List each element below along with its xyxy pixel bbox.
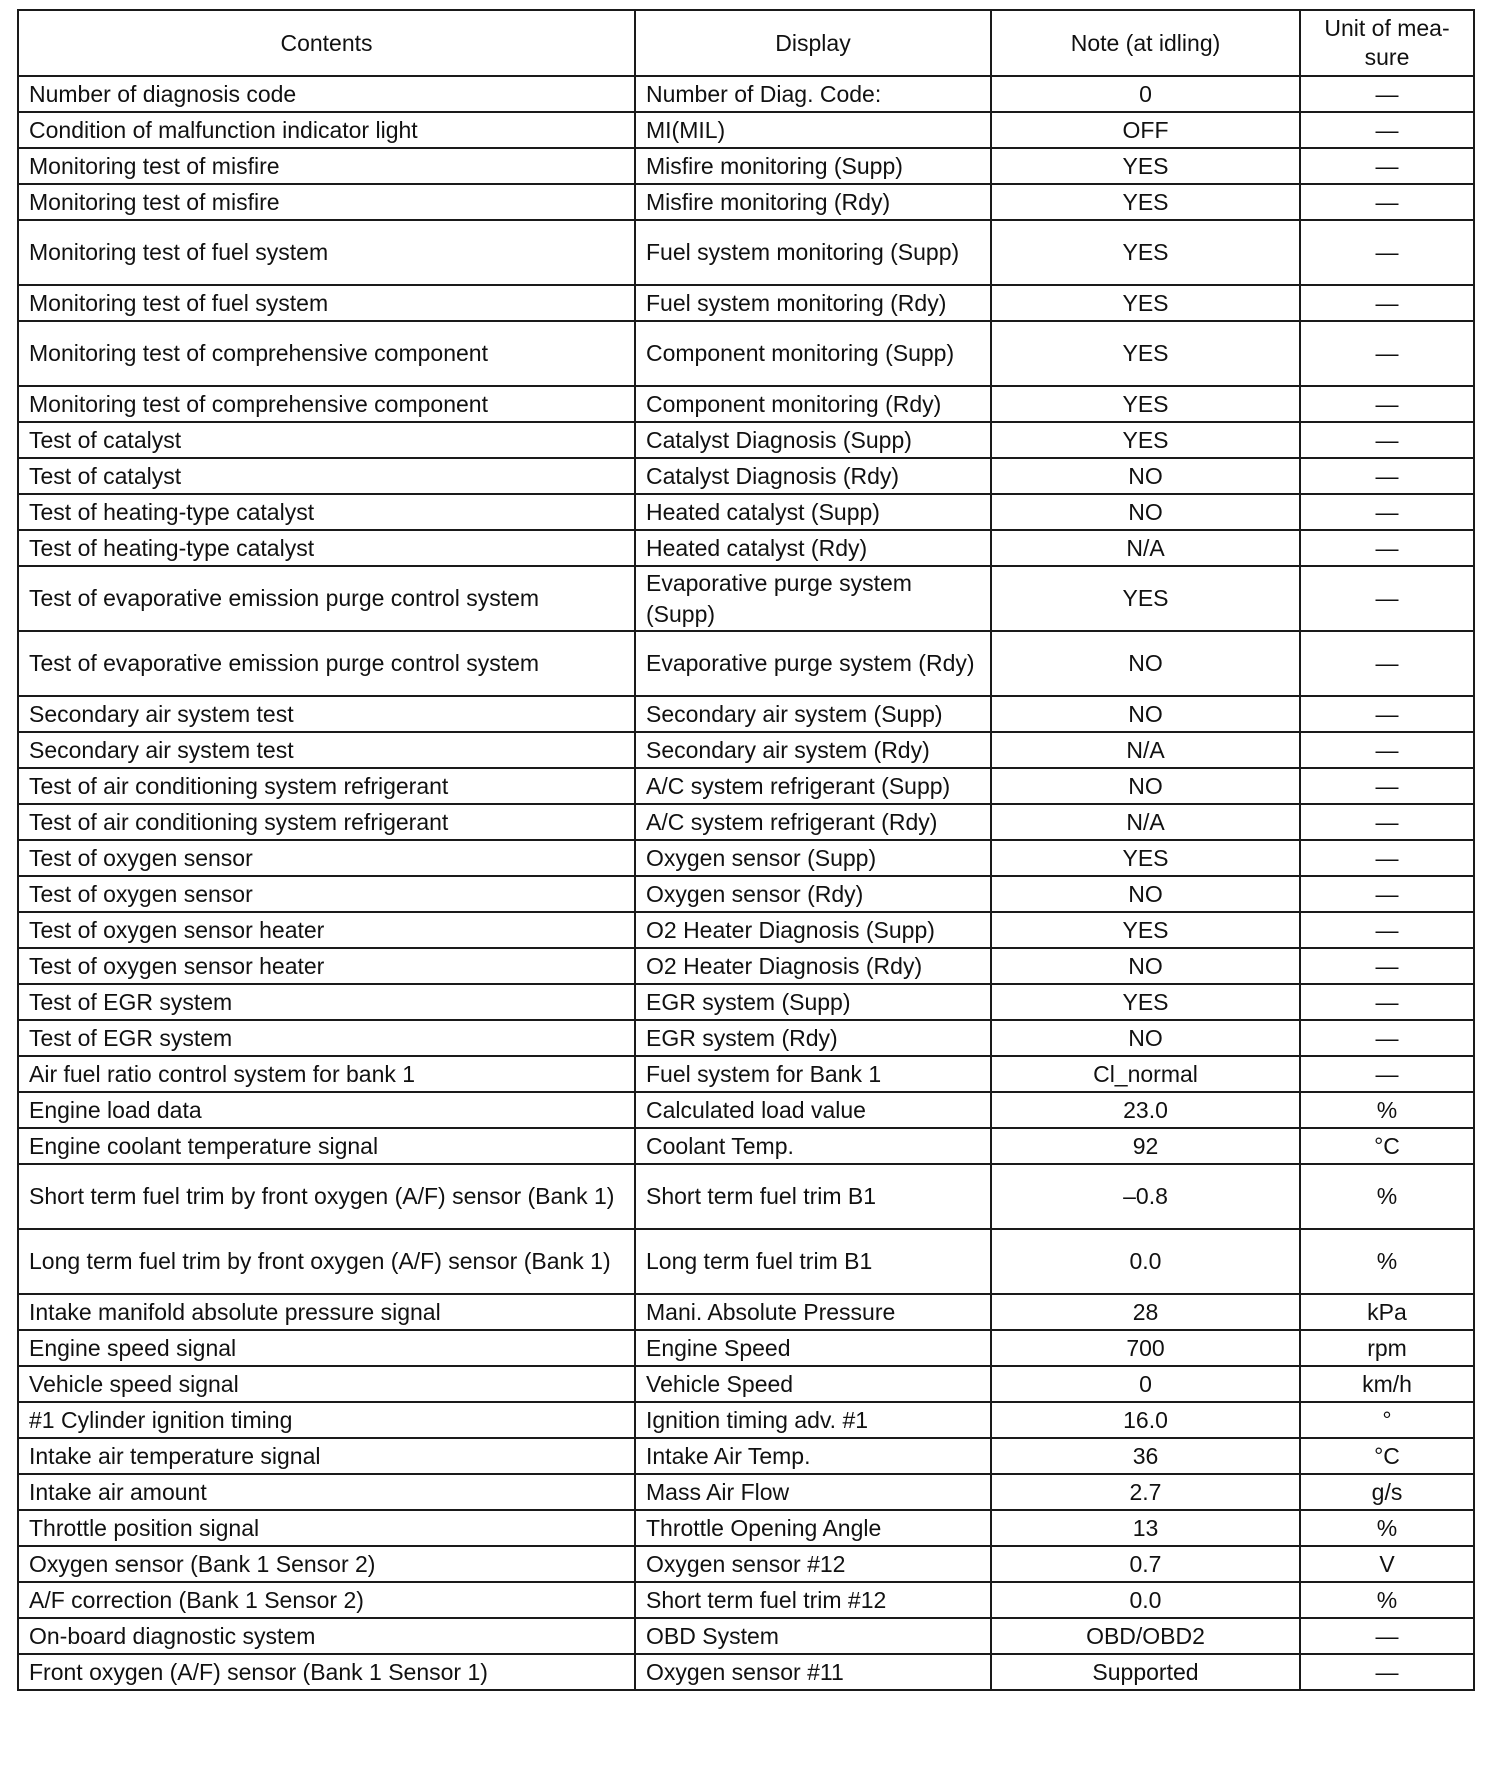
- cell-contents: #1 Cylinder ignition timing: [18, 1402, 635, 1438]
- cell-unit: —: [1300, 422, 1474, 458]
- cell-contents: Monitoring test of misfire: [18, 148, 635, 184]
- cell-unit: —: [1300, 184, 1474, 220]
- table-row: [18, 422, 1474, 458]
- table-row: [18, 1474, 1474, 1510]
- table-row: [18, 1330, 1474, 1366]
- table-row: [18, 1402, 1474, 1438]
- cell-unit: kPa: [1300, 1294, 1474, 1330]
- table-row: [18, 912, 1474, 948]
- table-row: [18, 1056, 1474, 1092]
- cell-contents: Monitoring test of fuel system: [18, 220, 635, 285]
- cell-note: YES: [991, 148, 1300, 184]
- cell-contents: Monitoring test of fuel system: [18, 285, 635, 321]
- cell-note: –0.8: [991, 1164, 1300, 1229]
- cell-note: 36: [991, 1438, 1300, 1474]
- cell-note: YES: [991, 321, 1300, 386]
- cell-display: Component monitoring (Supp): [635, 321, 991, 386]
- cell-unit: —: [1300, 768, 1474, 804]
- cell-display: Long term fuel trim B1: [635, 1229, 991, 1294]
- cell-contents: Long term fuel trim by front oxygen (A/F) sensor (Bank 1): [18, 1229, 635, 1294]
- cell-note: YES: [991, 840, 1300, 876]
- cell-note: 13: [991, 1510, 1300, 1546]
- cell-unit: °C: [1300, 1128, 1474, 1164]
- cell-unit: %: [1300, 1092, 1474, 1128]
- cell-contents: Short term fuel trim by front oxygen (A/F) sensor (Bank 1): [18, 1164, 635, 1229]
- cell-contents: Intake air temperature signal: [18, 1438, 635, 1474]
- cell-unit: —: [1300, 696, 1474, 732]
- cell-contents: Monitoring test of comprehensive component: [18, 386, 635, 422]
- cell-unit: °: [1300, 1402, 1474, 1438]
- cell-note: YES: [991, 220, 1300, 285]
- cell-display: Vehicle Speed: [635, 1366, 991, 1402]
- cell-display: A/C system refrigerant (Rdy): [635, 804, 991, 840]
- cell-note: 92: [991, 1128, 1300, 1164]
- cell-unit: —: [1300, 494, 1474, 530]
- table-row: [18, 984, 1474, 1020]
- cell-contents: On-board diagnostic system: [18, 1618, 635, 1654]
- cell-unit: —: [1300, 148, 1474, 184]
- cell-display: Fuel system for Bank 1: [635, 1056, 991, 1092]
- cell-display: EGR system (Rdy): [635, 1020, 991, 1056]
- cell-display: Short term fuel trim #12: [635, 1582, 991, 1618]
- cell-note: 0.7: [991, 1546, 1300, 1582]
- cell-unit: —: [1300, 1020, 1474, 1056]
- cell-display: Fuel system monitoring (Supp): [635, 220, 991, 285]
- cell-note: OFF: [991, 112, 1300, 148]
- table-row: [18, 386, 1474, 422]
- cell-contents: Intake air amount: [18, 1474, 635, 1510]
- cell-contents: Test of catalyst: [18, 422, 635, 458]
- cell-unit: —: [1300, 220, 1474, 285]
- cell-contents: Secondary air system test: [18, 732, 635, 768]
- cell-display: Engine Speed: [635, 1330, 991, 1366]
- table-row: [18, 530, 1474, 566]
- cell-unit: —: [1300, 948, 1474, 984]
- cell-unit: rpm: [1300, 1330, 1474, 1366]
- cell-unit: —: [1300, 1654, 1474, 1690]
- cell-display: Component monitoring (Rdy): [635, 386, 991, 422]
- cell-display: Oxygen sensor (Supp): [635, 840, 991, 876]
- cell-display: Catalyst Diagnosis (Supp): [635, 422, 991, 458]
- cell-display: Evaporative purge system (Rdy): [635, 631, 991, 696]
- cell-note: NO: [991, 876, 1300, 912]
- cell-unit: —: [1300, 76, 1474, 112]
- cell-contents: Secondary air system test: [18, 696, 635, 732]
- cell-contents: Front oxygen (A/F) sensor (Bank 1 Sensor 1): [18, 1654, 635, 1690]
- cell-note: 23.0: [991, 1092, 1300, 1128]
- cell-unit: %: [1300, 1582, 1474, 1618]
- cell-contents: Monitoring test of comprehensive component: [18, 321, 635, 386]
- table-row: [18, 112, 1474, 148]
- cell-unit: —: [1300, 732, 1474, 768]
- cell-unit: —: [1300, 321, 1474, 386]
- cell-contents: Number of diagnosis code: [18, 76, 635, 112]
- cell-unit: —: [1300, 840, 1474, 876]
- table-row: [18, 1128, 1474, 1164]
- cell-unit: —: [1300, 458, 1474, 494]
- table-row: [18, 732, 1474, 768]
- table-row: [18, 1654, 1474, 1690]
- table-row: [18, 1164, 1474, 1229]
- cell-contents: Engine coolant temperature signal: [18, 1128, 635, 1164]
- cell-unit: —: [1300, 386, 1474, 422]
- table-row: [18, 566, 1474, 631]
- cell-note: NO: [991, 458, 1300, 494]
- table-row: [18, 494, 1474, 530]
- cell-unit: —: [1300, 631, 1474, 696]
- cell-note: 0: [991, 76, 1300, 112]
- cell-display: Misfire monitoring (Rdy): [635, 184, 991, 220]
- cell-contents: Test of catalyst: [18, 458, 635, 494]
- cell-note: YES: [991, 984, 1300, 1020]
- table-row: [18, 1582, 1474, 1618]
- header-note: Note (at idling): [991, 10, 1300, 76]
- table-row: [18, 285, 1474, 321]
- cell-contents: Test of air conditioning system refrigerant: [18, 804, 635, 840]
- cell-unit: —: [1300, 876, 1474, 912]
- table-row: [18, 948, 1474, 984]
- cell-unit: —: [1300, 804, 1474, 840]
- cell-note: N/A: [991, 804, 1300, 840]
- cell-contents: Test of evaporative emission purge control system: [18, 631, 635, 696]
- cell-note: YES: [991, 912, 1300, 948]
- cell-note: N/A: [991, 530, 1300, 566]
- cell-display: O2 Heater Diagnosis (Rdy): [635, 948, 991, 984]
- table-body: [18, 76, 1474, 1690]
- cell-unit: °C: [1300, 1438, 1474, 1474]
- table-row: [18, 1092, 1474, 1128]
- cell-note: NO: [991, 631, 1300, 696]
- table-row: [18, 631, 1474, 696]
- cell-note: NO: [991, 1020, 1300, 1056]
- cell-unit: g/s: [1300, 1474, 1474, 1510]
- table-row: [18, 1618, 1474, 1654]
- cell-unit: —: [1300, 285, 1474, 321]
- cell-display: MI(MIL): [635, 112, 991, 148]
- table-row: [18, 321, 1474, 386]
- cell-display: Fuel system monitoring (Rdy): [635, 285, 991, 321]
- table-row: [18, 840, 1474, 876]
- cell-note: N/A: [991, 732, 1300, 768]
- cell-note: OBD/OBD2: [991, 1618, 1300, 1654]
- cell-contents: Test of oxygen sensor heater: [18, 912, 635, 948]
- table-row: [18, 696, 1474, 732]
- cell-unit: —: [1300, 1618, 1474, 1654]
- cell-display: Oxygen sensor #12: [635, 1546, 991, 1582]
- cell-display: Intake Air Temp.: [635, 1438, 991, 1474]
- table-row: [18, 148, 1474, 184]
- table-row: [18, 876, 1474, 912]
- table-row: [18, 184, 1474, 220]
- cell-unit: —: [1300, 530, 1474, 566]
- table-row: [18, 1546, 1474, 1582]
- cell-display: Mani. Absolute Pressure: [635, 1294, 991, 1330]
- cell-display: Calculated load value: [635, 1092, 991, 1128]
- cell-display: Evaporative purge system (Supp): [635, 566, 991, 631]
- table-row: [18, 1294, 1474, 1330]
- cell-note: 16.0: [991, 1402, 1300, 1438]
- table-row: [18, 1510, 1474, 1546]
- cell-unit: %: [1300, 1164, 1474, 1229]
- cell-display: Mass Air Flow: [635, 1474, 991, 1510]
- cell-display: OBD System: [635, 1618, 991, 1654]
- cell-note: 700: [991, 1330, 1300, 1366]
- cell-display: Secondary air system (Rdy): [635, 732, 991, 768]
- cell-contents: Test of evaporative emission purge control system: [18, 566, 635, 631]
- cell-unit: —: [1300, 566, 1474, 631]
- table-row: [18, 1366, 1474, 1402]
- cell-display: Ignition timing adv. #1: [635, 1402, 991, 1438]
- table-row: [18, 1438, 1474, 1474]
- cell-display: O2 Heater Diagnosis (Supp): [635, 912, 991, 948]
- cell-unit: —: [1300, 1056, 1474, 1092]
- cell-contents: Test of oxygen sensor heater: [18, 948, 635, 984]
- table-header-row: [18, 10, 1474, 76]
- cell-note: 0.0: [991, 1229, 1300, 1294]
- cell-note: NO: [991, 494, 1300, 530]
- table-row: [18, 220, 1474, 285]
- cell-contents: Test of heating-type catalyst: [18, 494, 635, 530]
- cell-contents: Oxygen sensor (Bank 1 Sensor 2): [18, 1546, 635, 1582]
- cell-contents: Air fuel ratio control system for bank 1: [18, 1056, 635, 1092]
- cell-contents: A/F correction (Bank 1 Sensor 2): [18, 1582, 635, 1618]
- cell-display: Heated catalyst (Supp): [635, 494, 991, 530]
- cell-contents: Test of EGR system: [18, 1020, 635, 1056]
- table-row: [18, 804, 1474, 840]
- cell-unit: V: [1300, 1546, 1474, 1582]
- cell-contents: Intake manifold absolute pressure signal: [18, 1294, 635, 1330]
- cell-contents: Engine load data: [18, 1092, 635, 1128]
- cell-contents: Throttle position signal: [18, 1510, 635, 1546]
- table-row: [18, 1020, 1474, 1056]
- cell-unit: —: [1300, 112, 1474, 148]
- header-unit: Unit of mea- sure: [1300, 10, 1474, 76]
- cell-display: Oxygen sensor (Rdy): [635, 876, 991, 912]
- cell-unit: —: [1300, 984, 1474, 1020]
- diagnostic-data-table: [17, 9, 1475, 1691]
- table-row: [18, 1229, 1474, 1294]
- cell-note: YES: [991, 386, 1300, 422]
- cell-contents: Test of heating-type catalyst: [18, 530, 635, 566]
- cell-contents: Test of oxygen sensor: [18, 876, 635, 912]
- cell-display: Catalyst Diagnosis (Rdy): [635, 458, 991, 494]
- cell-note: 2.7: [991, 1474, 1300, 1510]
- cell-note: NO: [991, 696, 1300, 732]
- cell-contents: Engine speed signal: [18, 1330, 635, 1366]
- cell-note: Cl_normal: [991, 1056, 1300, 1092]
- cell-contents: Test of oxygen sensor: [18, 840, 635, 876]
- cell-display: Heated catalyst (Rdy): [635, 530, 991, 566]
- cell-display: Misfire monitoring (Supp): [635, 148, 991, 184]
- cell-note: YES: [991, 566, 1300, 631]
- cell-display: Number of Diag. Code:: [635, 76, 991, 112]
- cell-contents: Test of EGR system: [18, 984, 635, 1020]
- table-row: [18, 458, 1474, 494]
- cell-display: Throttle Opening Angle: [635, 1510, 991, 1546]
- cell-unit: %: [1300, 1229, 1474, 1294]
- header-display: Display: [635, 10, 991, 76]
- cell-unit: km/h: [1300, 1366, 1474, 1402]
- cell-contents: Test of air conditioning system refrigerant: [18, 768, 635, 804]
- cell-contents: Vehicle speed signal: [18, 1366, 635, 1402]
- cell-unit: —: [1300, 912, 1474, 948]
- cell-display: Oxygen sensor #11: [635, 1654, 991, 1690]
- cell-display: Short term fuel trim B1: [635, 1164, 991, 1229]
- cell-note: Supported: [991, 1654, 1300, 1690]
- cell-note: YES: [991, 422, 1300, 458]
- cell-display: Coolant Temp.: [635, 1128, 991, 1164]
- cell-note: YES: [991, 285, 1300, 321]
- cell-note: 28: [991, 1294, 1300, 1330]
- cell-note: YES: [991, 184, 1300, 220]
- cell-contents: Condition of malfunction indicator light: [18, 112, 635, 148]
- cell-display: A/C system refrigerant (Supp): [635, 768, 991, 804]
- header-contents: Contents: [18, 10, 635, 76]
- diagnostic-data-sheet: [17, 9, 1473, 1691]
- cell-display: EGR system (Supp): [635, 984, 991, 1020]
- cell-note: 0.0: [991, 1582, 1300, 1618]
- cell-display: Secondary air system (Supp): [635, 696, 991, 732]
- table-row: [18, 76, 1474, 112]
- cell-contents: Monitoring test of misfire: [18, 184, 635, 220]
- table-row: [18, 768, 1474, 804]
- cell-note: NO: [991, 768, 1300, 804]
- cell-note: 0: [991, 1366, 1300, 1402]
- cell-unit: %: [1300, 1510, 1474, 1546]
- cell-note: NO: [991, 948, 1300, 984]
